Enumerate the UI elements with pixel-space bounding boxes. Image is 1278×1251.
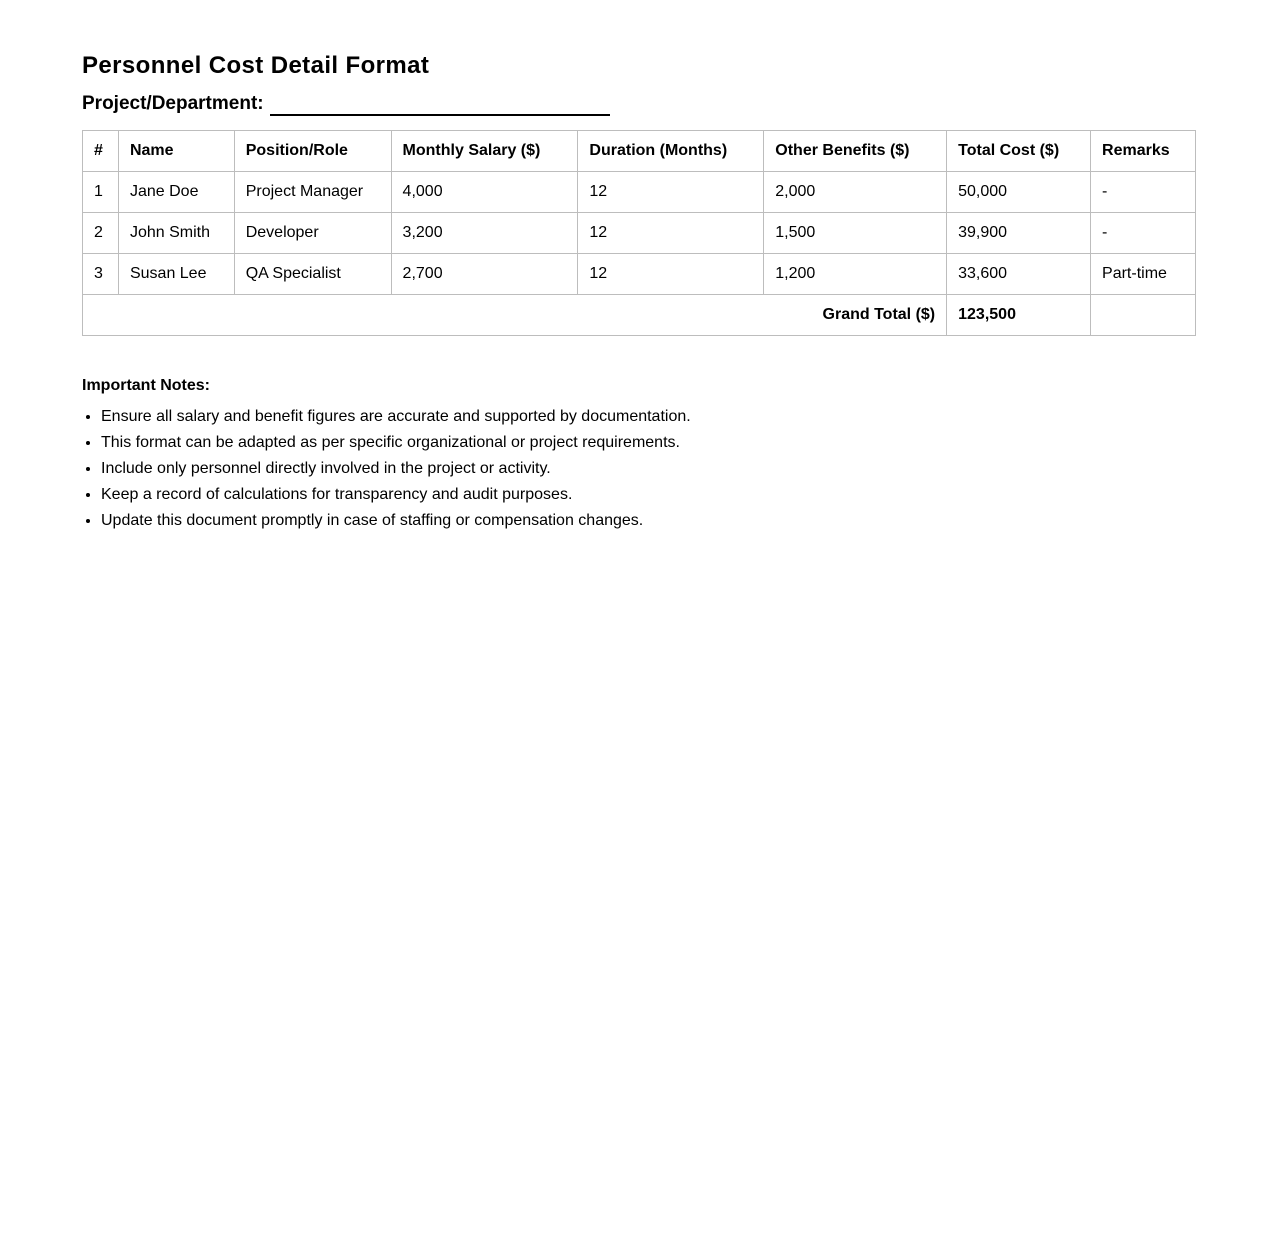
cell-monthly-salary: 3,200	[391, 213, 578, 254]
cell-other-benefits: 2,000	[764, 172, 947, 213]
cell-duration: 12	[578, 172, 764, 213]
list-item: • Include only personnel directly involved in the project or activity.	[101, 456, 1196, 482]
column-header-name: Name	[118, 131, 234, 172]
cell-total-cost: 33,600	[947, 254, 1091, 295]
notes-list	[82, 404, 1196, 534]
column-header-total-cost: Total Cost ($)	[947, 131, 1091, 172]
important-notes-section	[82, 376, 1196, 534]
table-row	[83, 213, 1196, 254]
cell-name: John Smith	[118, 213, 234, 254]
table-row	[83, 172, 1196, 213]
personnel-cost-table	[82, 130, 1196, 336]
cell-remarks: -	[1091, 172, 1196, 213]
cell-position: Project Manager	[234, 172, 391, 213]
page-title: Personnel Cost Detail Format	[82, 52, 430, 79]
grand-total-remarks-empty	[1091, 295, 1196, 336]
cell-number: 2	[83, 213, 119, 254]
cell-remarks: Part-time	[1091, 254, 1196, 295]
table-header-row	[83, 131, 1196, 172]
cell-name: Jane Doe	[118, 172, 234, 213]
cell-monthly-salary: 2,700	[391, 254, 578, 295]
grand-total-row	[83, 295, 1196, 336]
cell-position: Developer	[234, 213, 391, 254]
cell-total-cost: 39,900	[947, 213, 1091, 254]
notes-title: Important Notes:	[82, 377, 210, 394]
cell-duration: 12	[578, 213, 764, 254]
list-item: • Keep a record of calculations for transparency and audit purposes.	[101, 482, 1196, 508]
grand-total-label: Grand Total ($)	[83, 295, 947, 336]
list-item: • This format can be adapted as per specific organizational or project requirements.	[101, 430, 1196, 456]
project-department-label: Project/Department:	[82, 93, 264, 114]
cell-number: 1	[83, 172, 119, 213]
project-department-blank-field[interactable]	[270, 95, 610, 116]
list-item: • Ensure all salary and benefit figures are accurate and supported by documentation.	[101, 404, 1196, 430]
cell-remarks: -	[1091, 213, 1196, 254]
column-header-other-benefits: Other Benefits ($)	[764, 131, 947, 172]
project-department-line	[82, 92, 1196, 116]
column-header-position: Position/Role	[234, 131, 391, 172]
list-item: • Update this document promptly in case of staffing or compensation changes.	[101, 508, 1196, 534]
cell-other-benefits: 1,200	[764, 254, 947, 295]
cell-monthly-salary: 4,000	[391, 172, 578, 213]
cell-name: Susan Lee	[118, 254, 234, 295]
column-header-number: #	[83, 131, 119, 172]
table-row	[83, 254, 1196, 295]
cell-other-benefits: 1,500	[764, 213, 947, 254]
cell-number: 3	[83, 254, 119, 295]
document-page	[82, 50, 1196, 534]
column-header-monthly-salary: Monthly Salary ($)	[391, 131, 578, 172]
cell-position: QA Specialist	[234, 254, 391, 295]
cell-total-cost: 50,000	[947, 172, 1091, 213]
column-header-duration: Duration (Months)	[578, 131, 764, 172]
grand-total-value: 123,500	[947, 295, 1091, 336]
cell-duration: 12	[578, 254, 764, 295]
column-header-remarks: Remarks	[1091, 131, 1196, 172]
